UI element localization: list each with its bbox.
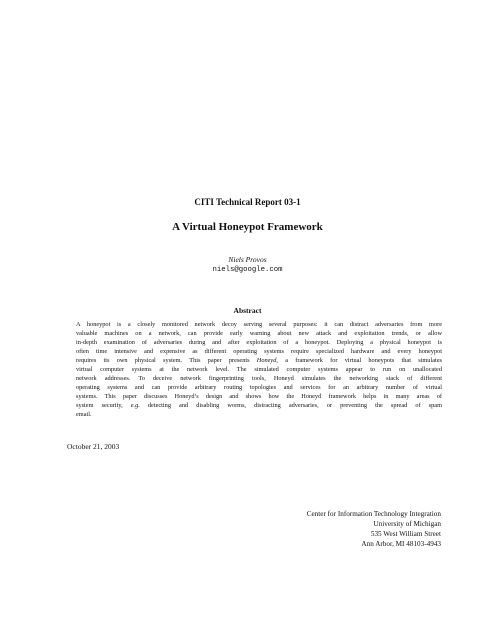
abstract-line: requires its own physical system. This paper presents Honeyd, a framework for virtual honeypots that simulates xyxy=(76,357,442,365)
abstract-line: virtual computer systems at the network level. The simulated computer systems appear to run on unallocated xyxy=(76,366,442,374)
abstract-line: valuable machines on a network, can provide early warning about new attack and exploitation trends, or allow xyxy=(76,330,442,338)
abstract-heading: Abstract xyxy=(233,306,262,315)
address-line: 535 West William Street xyxy=(370,530,441,538)
abstract-line: in-depth examination of adversaries during and after exploitation of a honeypot. Deploying a physical honeypot is xyxy=(76,339,442,347)
author-name: Niels Provos xyxy=(228,255,267,264)
abstract-line: network addresses. To deceive network fingerprinting tools, Honeyd simulates the networking stack of different xyxy=(76,375,442,383)
abstract-line: systems. This paper discusses Honeyd’s design and shows how the Honeyd framework helps in many areas of xyxy=(76,393,442,401)
report-date: October 21, 2003 xyxy=(67,442,120,451)
report-id: CITI Technical Report 03-1 xyxy=(194,197,301,207)
author-email: niels@google.com xyxy=(212,266,283,274)
institution-address xyxy=(307,509,441,549)
abstract-line: system security, e.g. detecting and disabling worms, distracting adversaries, or preventing the spread of spam xyxy=(76,402,442,410)
address-line: Ann Arbor, MI 48103-4943 xyxy=(361,540,441,548)
address-line: University of Michigan xyxy=(373,520,441,528)
address-line: Center for Information Technology Integration xyxy=(306,510,441,518)
abstract-line: operating systems and can provide arbitrary routing topologies and services for an arbitrary number of virtual xyxy=(76,384,442,392)
abstract-line: A honeypot is a closely monitored network decoy serving several purposes: it can distract adversaries from more xyxy=(76,321,442,328)
abstract-line: often time intensive and expensive as different operating systems require specialized hardware and every honeypot xyxy=(76,348,442,356)
paper-title: A Virtual Honeypot Framework xyxy=(172,221,323,233)
abstract-line: email. xyxy=(76,411,92,419)
abstract-body xyxy=(76,320,442,420)
